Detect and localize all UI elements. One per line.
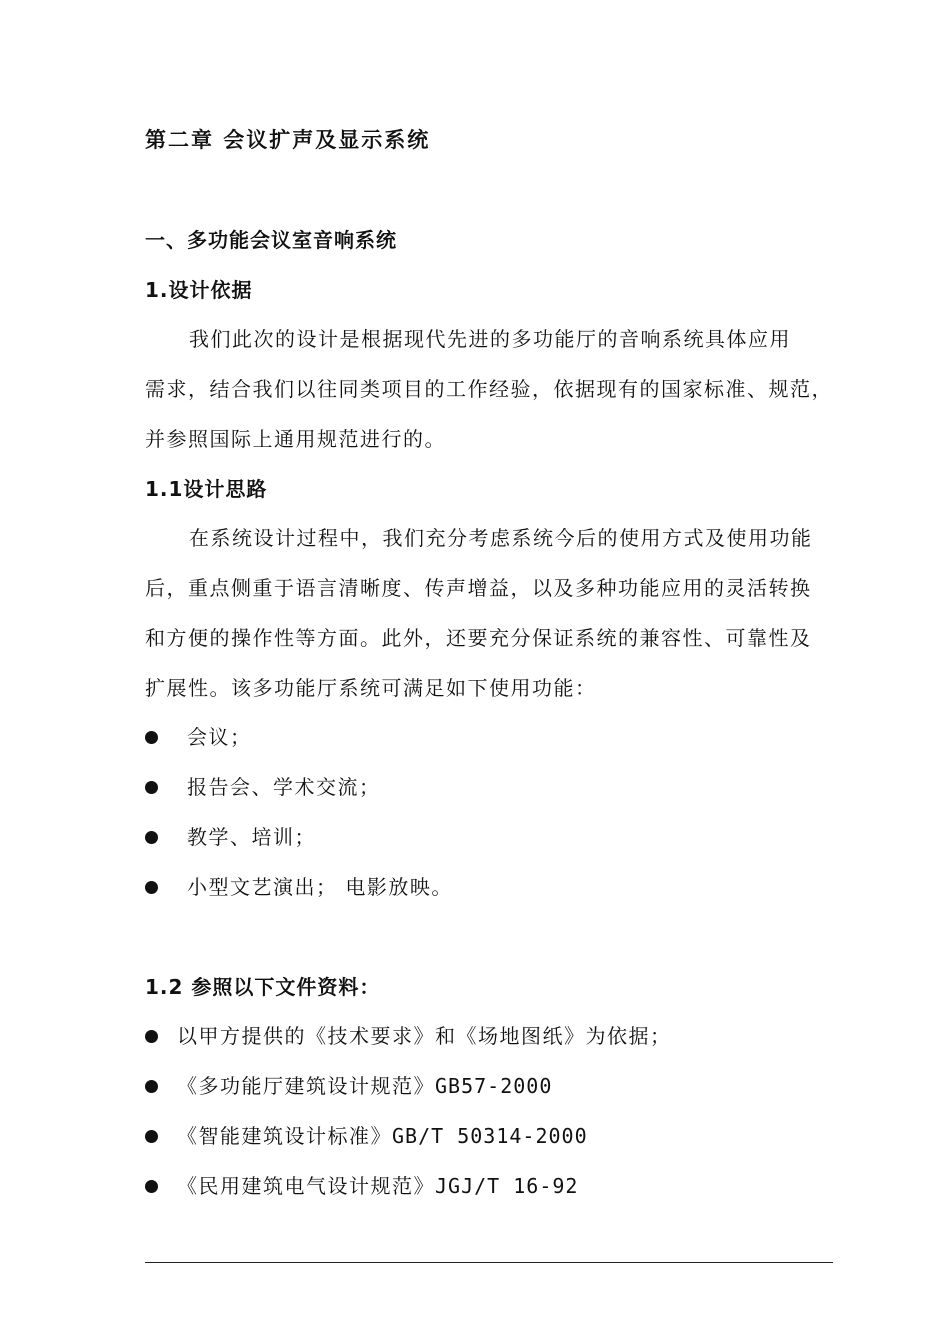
list-item-reference: [177, 1122, 588, 1150]
chapter-title: 第二章 会议扩声及显示系统: [145, 128, 431, 152]
bullet-dot-icon: [145, 1180, 158, 1193]
reference-code: JGJ/T 16-92: [435, 1174, 579, 1198]
paragraph-line: 在系统设计过程中，我们充分考虑系统今后的使用方式及使用功能: [189, 526, 813, 550]
reference-text: 《民用建筑电气设计规范》: [177, 1174, 435, 1198]
section-title: 一、多功能会议室音响系统: [145, 228, 397, 252]
list-item-function: 报告会、学术交流；: [187, 775, 381, 799]
reference-text: 《智能建筑设计标准》: [177, 1124, 392, 1148]
list-item-reference: [177, 1072, 552, 1100]
list-item-function: 会议；: [187, 725, 252, 749]
footer-divider: [145, 1262, 833, 1263]
reference-code: GB57-2000: [435, 1074, 553, 1098]
paragraph-line: 并参照国际上通用规范进行的。: [145, 427, 446, 451]
reference-text: 以甲方提供的《技术要求》和《场地图纸》为依据；: [177, 1024, 672, 1048]
bullet-dot-icon: [145, 731, 158, 744]
list-item-reference: [177, 1172, 578, 1200]
list-item-function: 小型文艺演出； 电影放映。: [187, 875, 453, 899]
paragraph-line: 扩展性。该多功能厅系统可满足如下使用功能：: [145, 676, 597, 700]
bullet-dot-icon: [145, 781, 158, 794]
bullet-dot-icon: [145, 831, 158, 844]
subsection-title-design-approach: 1.1设计思路: [145, 477, 268, 501]
paragraph-line: 和方便的操作性等方面。此外，还要充分保证系统的兼容性、可靠性及: [145, 626, 812, 650]
bullet-dot-icon: [145, 1030, 158, 1043]
reference-code: GB/T 50314-2000: [392, 1124, 588, 1148]
paragraph-line: 后，重点侧重于语言清晰度、传声增益，以及多种功能应用的灵活转换: [145, 576, 812, 600]
paragraph-line: 需求，结合我们以往同类项目的工作经验，依据现有的国家标准、规范，: [145, 377, 833, 401]
subsection-title-references: 1.2 参照以下文件资料：: [145, 975, 381, 999]
subsection-title-design-basis: 1.设计依据: [145, 278, 253, 302]
paragraph-line: 我们此次的设计是根据现代先进的多功能厅的音响系统具体应用: [189, 327, 791, 351]
bullet-dot-icon: [145, 1080, 158, 1093]
bullet-dot-icon: [145, 881, 158, 894]
bullet-dot-icon: [145, 1130, 158, 1143]
reference-text: 《多功能厅建筑设计规范》: [177, 1074, 435, 1098]
list-item-reference: [177, 1022, 672, 1050]
list-item-function: 教学、培训；: [187, 825, 316, 849]
